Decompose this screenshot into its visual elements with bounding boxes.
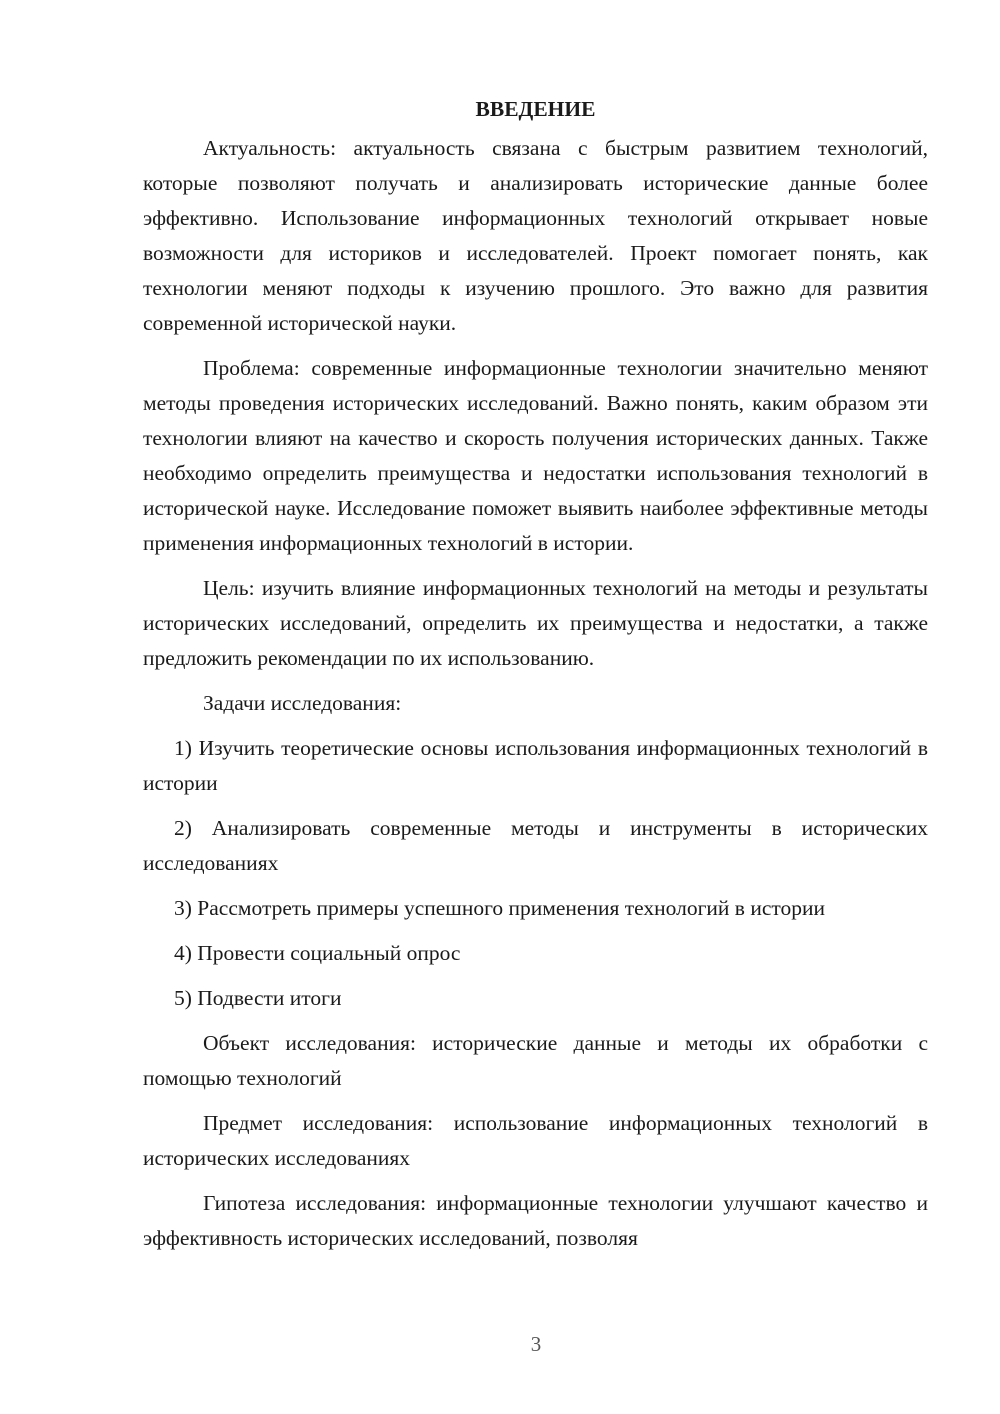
paragraph-subject: Предмет исследования: использование информационных технологий в исторических исследованиях — [143, 1111, 928, 1170]
task-item-4: 4) Провести социальный опрос — [174, 941, 461, 965]
page-content — [143, 92, 928, 1256]
paragraph-relevance: Актуальность: актуальность связана с быстрым развитием технологий, которые позволяют получать и анализировать исторические данные более эффективно. Использование информационных технологий открывает новые возможности для историков и исследователей. Проект помогает понять, как технологии меняют подходы к изучению прошлого. Это важно для развития современной исторической науки. — [143, 136, 928, 335]
paragraph-problem: Проблема: современные информационные технологии значительно меняют методы проведения исторических исследований. Важно понять, каким образом эти технологии влияют на качество и скорость получения исторических данных. Также необходимо определить преимущества и недостатки использования технологий в исторической науке. Исследование поможет выявить наиболее эффективные методы применения информационных технологий в истории. — [143, 356, 928, 555]
task-item-5: 5) Подвести итоги — [174, 986, 342, 1010]
tasks-heading: Задачи исследования: — [203, 691, 402, 715]
page-title: ВВЕДЕНИЕ — [475, 97, 596, 121]
task-item-3: 3) Рассмотреть примеры успешного применения технологий в истории — [174, 896, 826, 920]
page-number: 3 — [530, 1332, 542, 1356]
paragraph-hypothesis: Гипотеза исследования: информационные технологии улучшают качество и эффективность исторических исследований, позволяя — [143, 1191, 928, 1250]
task-item-1: 1) Изучить теоретические основы использования информационных технологий в истории — [143, 736, 928, 795]
paragraph-goal: Цель: изучить влияние информационных технологий на методы и результаты исторических исследований, определить их преимущества и недостатки, а также предложить рекомендации по их использованию. — [143, 576, 928, 670]
task-item-2: 2) Анализировать современные методы и инструменты в исторических исследованиях — [143, 816, 928, 875]
paragraph-object: Объект исследования: исторические данные и методы их обработки с помощью технологий — [143, 1031, 928, 1090]
